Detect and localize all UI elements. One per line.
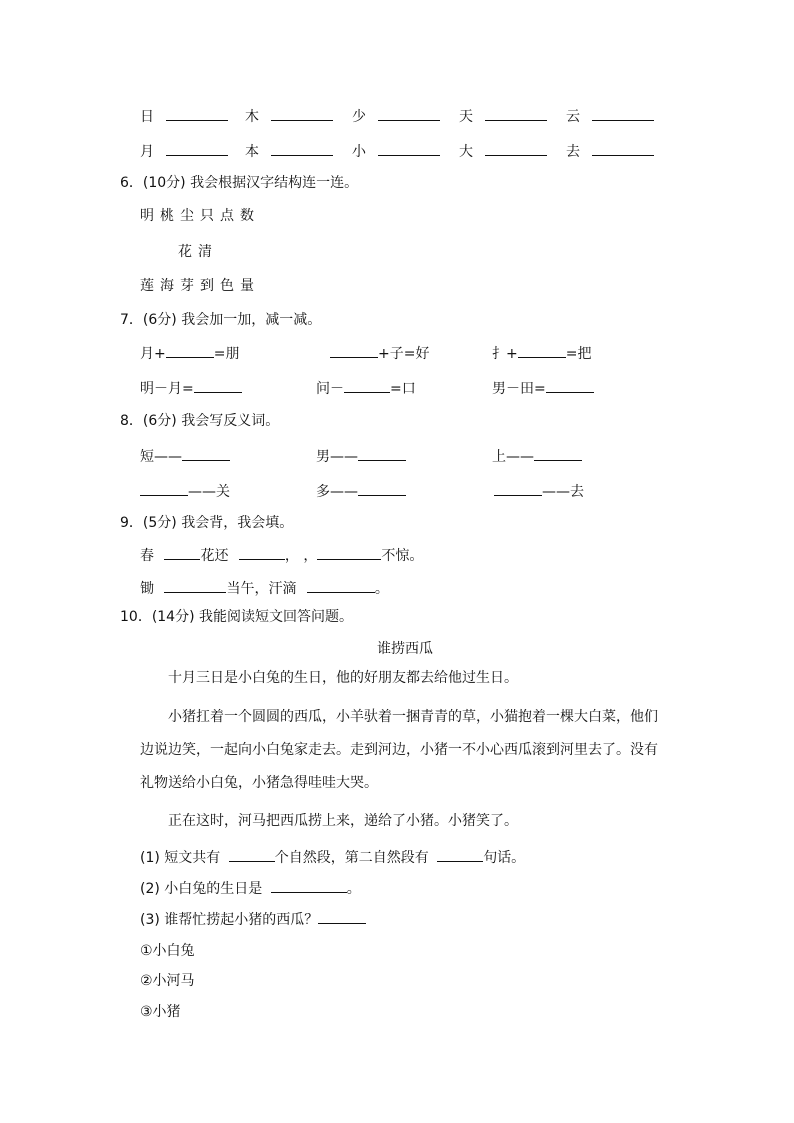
answer-blank[interactable]: [271, 141, 333, 156]
q5-item: [245, 141, 333, 161]
answer-blank[interactable]: [194, 378, 242, 393]
question-7-header: 7．(6分) 我会加一加，减一减。: [120, 312, 322, 328]
q5-item: [459, 141, 547, 161]
q6-char[interactable]: 明: [140, 208, 154, 224]
q7-text: 明－月=: [140, 381, 194, 397]
q10-text: (1) 短文共有: [140, 850, 221, 866]
q8-text: 短——: [140, 449, 182, 465]
answer-blank[interactable]: [494, 481, 542, 496]
q7-item-d: [140, 378, 242, 398]
answer-blank[interactable]: [534, 446, 582, 461]
q5-item: [245, 106, 333, 126]
q6-char[interactable]: 量: [240, 278, 254, 294]
question-9-header: 9．(5分) 我会背，我会填。: [120, 515, 294, 531]
answer-blank[interactable]: [307, 578, 375, 593]
q5-char: 云: [566, 109, 580, 125]
answer-blank[interactable]: [592, 141, 654, 156]
option-2[interactable]: ②小河马: [140, 973, 195, 989]
q6-row-2: [178, 243, 218, 261]
q6-char[interactable]: 莲: [140, 278, 154, 294]
q10-subquestion-2: [140, 878, 361, 898]
answer-blank[interactable]: [358, 481, 406, 496]
q7-text: 问－: [316, 381, 344, 397]
answer-blank[interactable]: [344, 378, 390, 393]
answer-blank[interactable]: [485, 141, 547, 156]
q9-text: 当午，汗滴: [226, 581, 297, 597]
option-1[interactable]: ①小白兔: [140, 943, 195, 959]
q5-char: 日: [140, 109, 154, 125]
question-10-header: 10．(14分) 我能阅读短文回答问题。: [120, 609, 354, 625]
q6-char[interactable]: 花: [178, 244, 192, 260]
q8-item-c: [492, 446, 582, 466]
q8-item-a: [140, 446, 230, 466]
answer-blank[interactable]: [546, 378, 594, 393]
q9-text: 春: [140, 548, 154, 564]
q7-item-c: [492, 343, 591, 363]
q7-text: =口: [390, 381, 416, 397]
q10-text: 。: [346, 881, 361, 897]
q5-item: [140, 141, 228, 161]
q10-text: 个自然段，第二自然段有: [274, 850, 429, 866]
q7-item-b: [330, 343, 429, 363]
answer-blank[interactable]: [592, 106, 654, 121]
q10-subquestion-3: [140, 909, 366, 929]
answer-blank[interactable]: [485, 106, 547, 121]
q7-text: 男－田=: [492, 381, 546, 397]
q7-item-f: [492, 378, 594, 398]
q6-char[interactable]: 点: [220, 208, 234, 224]
answer-blank[interactable]: [518, 343, 566, 358]
q7-item-e: [316, 378, 416, 398]
option-3[interactable]: ③小猪: [140, 1004, 181, 1020]
answer-blank[interactable]: [271, 878, 347, 893]
q8-item-e: [316, 481, 406, 501]
q5-char: 大: [459, 144, 473, 160]
q5-item: [459, 106, 547, 126]
q5-char: 天: [459, 109, 473, 125]
q6-char[interactable]: 色: [220, 278, 234, 294]
q9-line-1: [140, 545, 423, 565]
q6-char[interactable]: 芽: [180, 278, 194, 294]
q8-item-f: [494, 481, 584, 501]
q6-row-1: [140, 207, 260, 225]
q10-subquestion-1: [140, 847, 525, 867]
q9-text: 锄: [140, 581, 154, 597]
q7-text: +子=好: [378, 346, 430, 362]
q10-text: 句话。: [483, 850, 526, 866]
answer-blank[interactable]: [166, 141, 228, 156]
q9-text: 不惊。: [381, 548, 424, 564]
q9-text: 。: [374, 581, 389, 597]
answer-blank[interactable]: [317, 545, 381, 560]
q7-text: =把: [565, 346, 592, 362]
q8-text: 上——: [492, 449, 534, 465]
q5-item: [566, 106, 654, 126]
q9-text: ，: [303, 548, 318, 564]
answer-blank[interactable]: [166, 106, 228, 121]
q7-text: =朋: [213, 346, 240, 362]
q10-text: (2) 小白兔的生日是: [140, 881, 263, 897]
answer-blank[interactable]: [271, 106, 333, 121]
q6-char[interactable]: 数: [240, 208, 254, 224]
q8-text: 多——: [316, 484, 358, 500]
q5-item: [352, 106, 440, 126]
q6-row-3: [140, 277, 260, 295]
q6-char[interactable]: 尘: [180, 208, 194, 224]
answer-blank[interactable]: [239, 545, 285, 560]
answer-blank[interactable]: [229, 847, 275, 862]
q5-char: 小: [352, 144, 366, 160]
q9-line-2: [140, 578, 389, 598]
passage-paragraph-2: 小猪扛着一个圆圆的西瓜，小羊驮着一捆青青的草，小猫抱着一棵大白菜，他们边说边笑，一起向小白兔家走去。走到河边，小猪一不小心西瓜滚到河里去了。没有礼物送给小白兔，小猪急得哇哇大哭。: [140, 709, 658, 791]
question-6-header: 6．(10分) 我会根据汉字结构连一连。: [120, 175, 359, 191]
q5-row-1: [140, 106, 228, 126]
question-8-header: 8．(6分) 我会写反义词。: [120, 413, 280, 429]
q7-text: 扌+: [492, 346, 518, 362]
q7-item-a: [140, 343, 239, 363]
q5-char: 木: [245, 109, 259, 125]
answer-blank[interactable]: [378, 141, 440, 156]
q5-char: 月: [140, 144, 154, 160]
passage-paragraph-1: 十月三日是小白兔的生日，他的好朋友都去给他过生日。: [168, 670, 518, 686]
answer-blank[interactable]: [330, 343, 378, 358]
q7-text: 月+: [140, 346, 166, 362]
q9-text: ，: [284, 548, 299, 564]
q6-char[interactable]: 海: [160, 278, 174, 294]
answer-blank[interactable]: [164, 578, 226, 593]
passage-title: 谁捞西瓜: [377, 641, 433, 657]
q5-char: 去: [566, 144, 580, 160]
q6-char[interactable]: 到: [200, 278, 214, 294]
q9-text: 花还: [200, 548, 229, 564]
q10-text: (3) 谁帮忙捞起小猪的西瓜？: [140, 912, 319, 928]
answer-blank[interactable]: [182, 446, 230, 461]
q8-text: ——去: [542, 484, 584, 500]
q8-text: ——关: [188, 484, 230, 500]
q8-text: 男——: [316, 449, 358, 465]
q5-item: [566, 141, 654, 161]
answer-blank[interactable]: [318, 909, 366, 924]
q6-char[interactable]: 桃: [160, 208, 174, 224]
q8-item-d: [140, 481, 230, 501]
passage-paragraph-3: 正在这时，河马把西瓜捞上来，递给了小猪。小猪笑了。: [168, 813, 518, 829]
answer-blank[interactable]: [378, 106, 440, 121]
q8-item-b: [316, 446, 406, 466]
answer-blank[interactable]: [166, 343, 214, 358]
q5-char: 本: [245, 144, 259, 160]
answer-blank[interactable]: [358, 446, 406, 461]
answer-blank[interactable]: [437, 847, 483, 862]
answer-blank[interactable]: [164, 545, 200, 560]
answer-blank[interactable]: [140, 481, 188, 496]
q6-char[interactable]: 清: [198, 244, 212, 260]
q5-char: 少: [352, 109, 366, 125]
q5-item: [352, 141, 440, 161]
q6-char[interactable]: 只: [200, 208, 214, 224]
